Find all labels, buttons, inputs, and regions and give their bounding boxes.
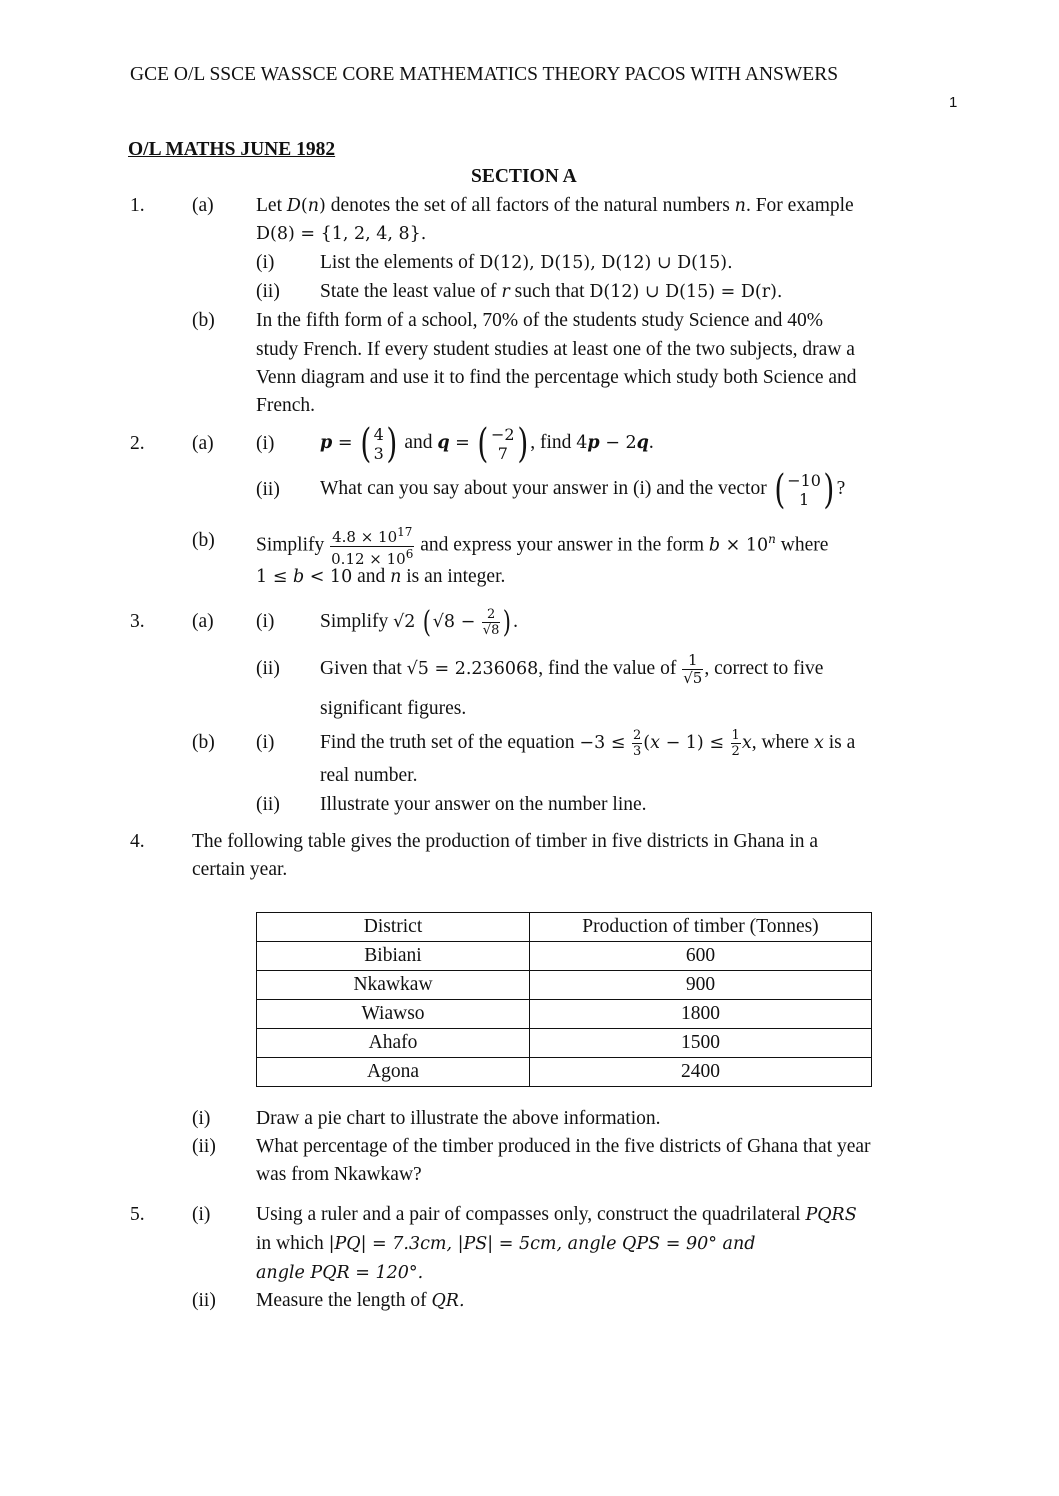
table-cell-district: Nkawkaw [257, 971, 530, 1000]
vector-p: ( 4 3) [360, 420, 398, 467]
q3b-i-label: (i) [256, 732, 275, 753]
table-row [257, 1058, 872, 1087]
q4-intro-line1: The following table gives the production of timber in five districts in Ghana in a [192, 831, 819, 852]
q2a-i-label: (i) [256, 433, 275, 454]
q5-i-line2: in which |PQ| = 7.3cm, |PS| = 5cm, angle QPS = 90° and [256, 1233, 756, 1254]
q1a-ii-label: (ii) [256, 281, 280, 302]
fraction-expression: $\frac{4.8 \times 10^{17}}{0.12 \times 10^6}$ [331, 524, 414, 568]
table-row [257, 1000, 872, 1029]
table-cell-production: 1800 [530, 1000, 872, 1029]
q5-ii-text: Measure the length of QR. [256, 1290, 465, 1311]
q4-i-label: (i) [192, 1108, 211, 1129]
q3b-i-text: Find the truth set of the equation −3 ≤ $\frac{2}{3}$ (x − 1) ≤ $\frac{1}{2}$ x, where x is a [320, 728, 856, 760]
q2a-ii-label: (ii) [256, 479, 280, 500]
page-number: 1 [949, 94, 958, 111]
q1b-line2: study French. If every student studies at least one of the two subjects, draw a [256, 339, 855, 360]
q3a-ii-text: Given that √5 = 2.236068, find the value of $\frac{1}{√5}$ , correct to five [320, 651, 824, 688]
q1a-i-text: List the elements of D(12), D(15), D(12) ∪ D(15). [320, 252, 733, 273]
q3a-i-text: Simplify √2 ( √8 − $\frac{2}{√8}$ ). [320, 604, 518, 640]
table-cell-district: Agona [257, 1058, 530, 1087]
q1-number: 1. [130, 195, 145, 216]
q4-ii-label: (ii) [192, 1136, 216, 1157]
table-header-production: Production of timber (Tonnes) [530, 913, 872, 942]
q1b-line1: In the fifth form of a school, 70% of the students study Science and 40% [256, 310, 823, 331]
q1b-line4: French. [256, 395, 316, 416]
q4-ii-line2: was from Nkawkaw? [256, 1164, 422, 1185]
q5-number: 5. [130, 1204, 145, 1225]
q4-i-text: Draw a pie chart to illustrate the above information. [256, 1108, 661, 1129]
q3a-ii-line2: significant figures. [320, 698, 467, 719]
q5-i-label: (i) [192, 1204, 211, 1225]
q1a-i-label: (i) [256, 252, 275, 273]
vector-given: ( −10 1 ) [773, 466, 835, 513]
table-row [257, 942, 872, 971]
q4-intro-line2: certain year. [192, 859, 288, 880]
q2a-ii-text: What can you say about your answer in (i) and the vector ( −10 1 ) ? [320, 466, 846, 513]
q2b-line2: 1 ≤ b < 10 and n is an integer. [256, 566, 506, 587]
table-cell-production: 900 [530, 971, 872, 1000]
table-header-row [257, 913, 872, 942]
q3a-i-label: (i) [256, 611, 275, 632]
table-cell-production: 2400 [530, 1058, 872, 1087]
table-row [257, 1029, 872, 1058]
vector-q: ( −2 7 ) [477, 420, 528, 467]
q2a-label: (a) [192, 433, 214, 454]
q3b-ii-text: Illustrate your answer on the number line. [320, 794, 647, 815]
q5-i-line1: Using a ruler and a pair of compasses only, construct the quadrilateral PQRS [256, 1204, 857, 1225]
table-row [257, 971, 872, 1000]
q3a-ii-label: (ii) [256, 658, 280, 679]
exam-title: O/L MATHS JUNE 1982 [128, 139, 336, 160]
q3a-label: (a) [192, 611, 214, 632]
table-cell-district: Bibiani [257, 942, 530, 971]
q5-ii-label: (ii) [192, 1290, 216, 1311]
q1a-label: (a) [192, 195, 214, 216]
section-heading: SECTION A [471, 166, 577, 187]
table-cell-district: Wiawso [257, 1000, 530, 1029]
q1a-line1: Let D(n) denotes the set of all factors of the natural numbers n. For example [256, 195, 854, 216]
table-cell-production: 600 [530, 942, 872, 971]
table-cell-production: 1500 [530, 1029, 872, 1058]
q2-number: 2. [130, 433, 145, 454]
timber-table [256, 912, 872, 1087]
q2a-i-text: p = ( 4 3) and q = ( −2 7 ) , find 4p − 2q. [320, 420, 654, 467]
q3b-ii-label: (ii) [256, 794, 280, 815]
q4-ii-line1: What percentage of the timber produced in the five districts of Ghana that year [256, 1136, 871, 1157]
q4-number: 4. [130, 831, 145, 852]
table-cell-district: Ahafo [257, 1029, 530, 1058]
q3b-i-line2: real number. [320, 765, 418, 786]
q1a-ii-text: State the least value of r such that D(12) ∪ D(15) = D(r). [320, 281, 783, 302]
q3b-label: (b) [192, 732, 215, 753]
q1a-line2: D(8) = {1, 2, 4, 8}. [256, 224, 427, 244]
q5-i-line3: angle PQR = 120°. [256, 1263, 424, 1283]
q2b-label: (b) [192, 530, 215, 551]
q2b-line1: Simplify $\frac{4.8 \times 10^{17}}{0.12 \times 10^6}$ and express your answer in the form $b \times 10^n$ where [256, 524, 829, 568]
q1b-label: (b) [192, 310, 215, 331]
table-header-district: District [257, 913, 530, 942]
header-title: GCE O/L SSCE WASSCE CORE MATHEMATICS THEORY PACOS WITH ANSWERS [130, 64, 839, 85]
q3-number: 3. [130, 611, 145, 632]
q1b-line3: Venn diagram and use it to find the percentage which study both Science and [256, 367, 857, 388]
